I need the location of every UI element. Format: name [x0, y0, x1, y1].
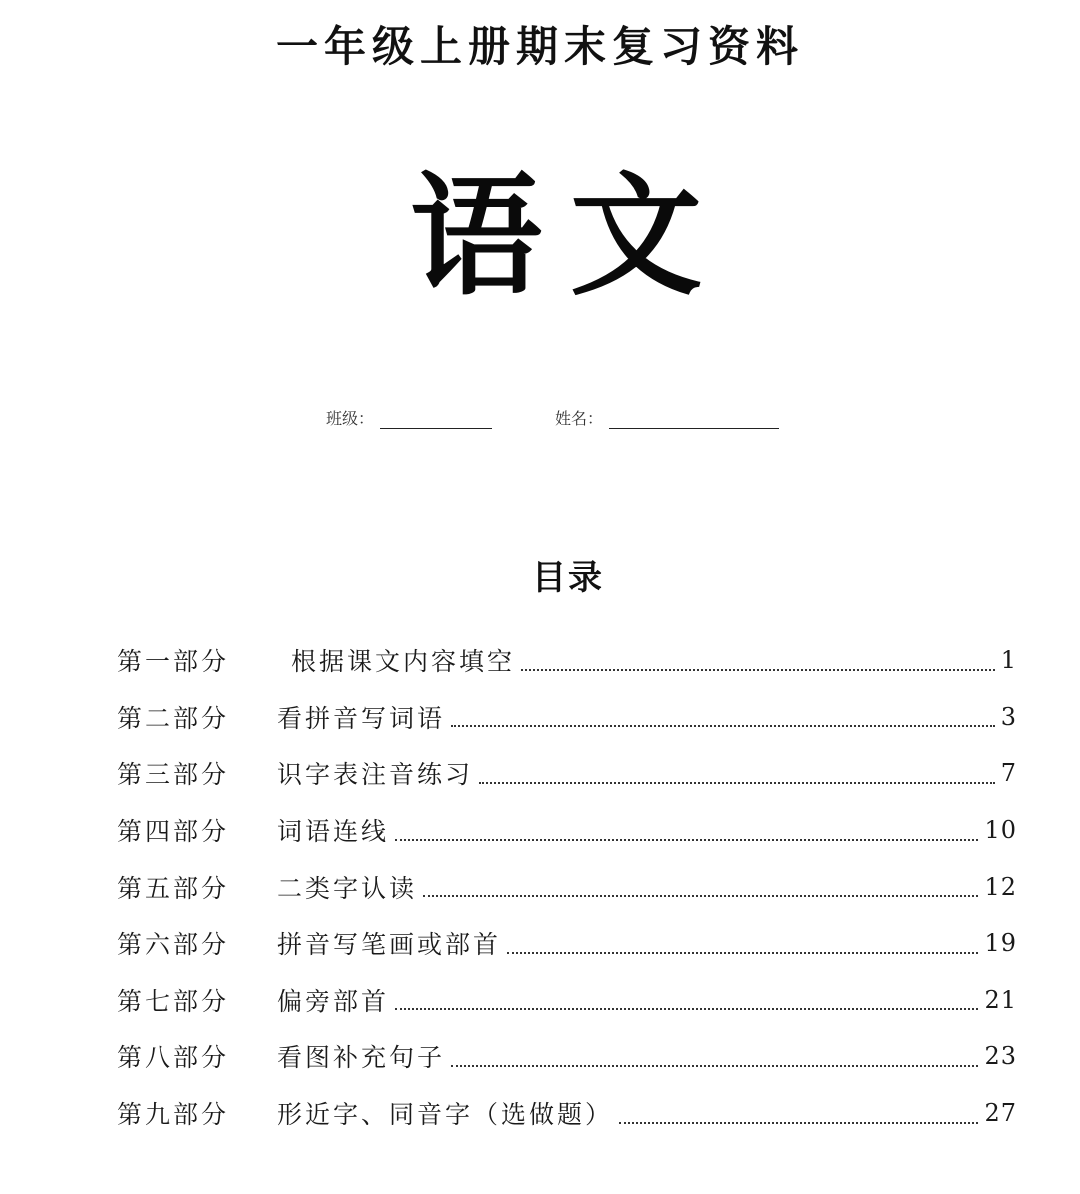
- name-blank-line: [609, 410, 779, 429]
- subject-title: 语文: [410, 159, 730, 314]
- toc-section-title: 识字表注音练习: [277, 760, 474, 790]
- toc-section-title: 形近字、同音字（选做题）: [277, 1100, 614, 1130]
- toc-dot-leader: [395, 838, 978, 841]
- toc-section-title: 看拼音写词语: [277, 703, 446, 733]
- toc-dot-leader: [395, 1007, 978, 1010]
- toc-page-number: 12: [984, 872, 1017, 901]
- class-blank-line: [380, 410, 492, 429]
- toc-page-number: 21: [984, 985, 1017, 1014]
- name-label: 姓名：: [555, 409, 604, 428]
- toc-part-label: 第六部分: [117, 930, 230, 960]
- toc-entry: [117, 632, 1017, 689]
- toc-part-label: 第二部分: [117, 703, 230, 733]
- toc-section-title: 拼音写笔画或部首: [277, 930, 502, 960]
- toc-dot-leader: [521, 668, 995, 671]
- toc-part-label: 第四部分: [117, 817, 230, 847]
- toc-entry: [117, 1028, 1017, 1085]
- toc-part-label: 第九部分: [117, 1100, 230, 1130]
- toc-part-label: 第五部分: [117, 873, 230, 903]
- name-field: [555, 406, 779, 429]
- toc-entry: [117, 915, 1017, 972]
- toc-part-label: 第一部分: [117, 647, 230, 677]
- toc-part-label: 第八部分: [117, 1043, 230, 1073]
- table-of-contents: [117, 632, 1017, 1141]
- toc-entry: [117, 1085, 1017, 1142]
- class-field: [326, 406, 492, 429]
- toc-entry: [117, 972, 1017, 1029]
- toc-section-title: 看图补充句子: [277, 1043, 446, 1073]
- toc-entry: [117, 802, 1017, 859]
- toc-dot-leader: [507, 951, 978, 954]
- toc-entry: [117, 745, 1017, 802]
- toc-page-number: 19: [984, 929, 1017, 958]
- toc-page-number: 3: [1000, 702, 1017, 731]
- toc-section-title: 偏旁部首: [277, 986, 390, 1016]
- toc-page-number: 27: [984, 1099, 1017, 1128]
- toc-page-number: 23: [984, 1042, 1017, 1071]
- toc-section-title: 二类字认读: [277, 873, 418, 903]
- toc-heading: 目录: [532, 558, 604, 598]
- toc-section-title: 根据课文内容填空: [291, 647, 516, 677]
- toc-dot-leader: [451, 724, 995, 727]
- toc-dot-leader: [479, 781, 995, 784]
- toc-part-label: 第三部分: [117, 760, 230, 790]
- class-label: 班级：: [326, 409, 375, 428]
- student-info-row: [0, 406, 1080, 436]
- toc-page-number: 10: [984, 816, 1017, 845]
- toc-section-title: 词语连线: [277, 817, 390, 847]
- toc-entry: [117, 858, 1017, 915]
- toc-entry: [117, 689, 1017, 746]
- toc-page-number: 7: [1000, 759, 1017, 788]
- toc-dot-leader: [451, 1064, 978, 1067]
- toc-page-number: 1: [1000, 646, 1017, 675]
- toc-dot-leader: [619, 1121, 978, 1124]
- toc-part-label: 第七部分: [117, 986, 230, 1016]
- document-title: 一年级上册期末复习资料: [275, 22, 804, 71]
- toc-dot-leader: [423, 894, 978, 897]
